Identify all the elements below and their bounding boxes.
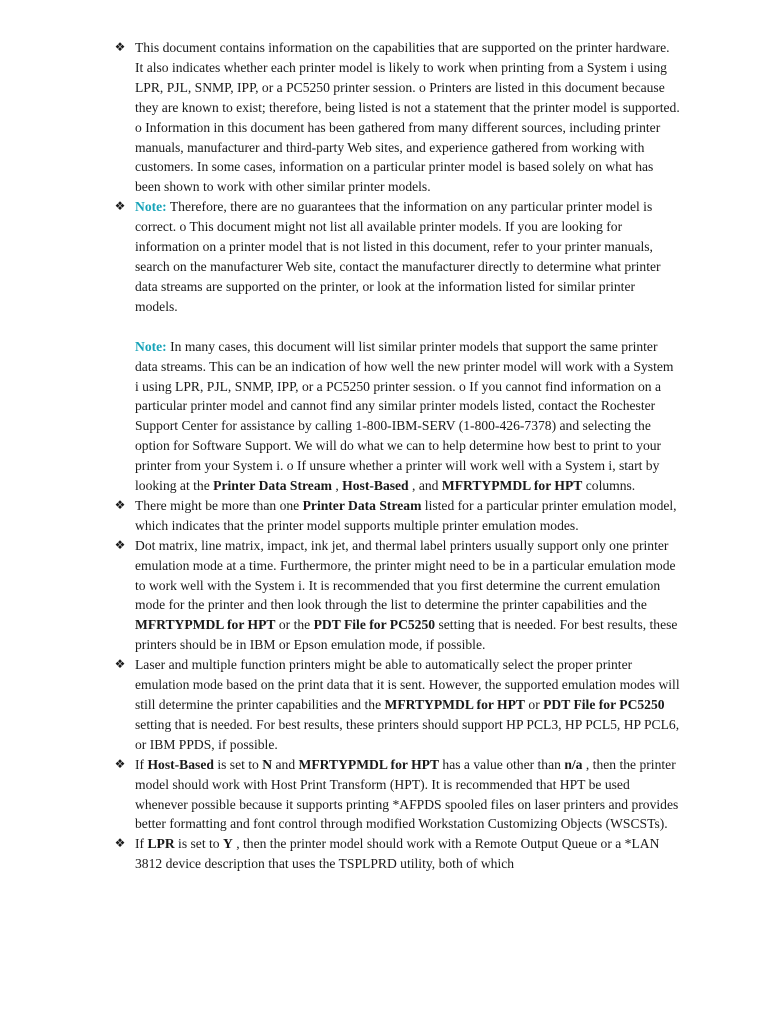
diamond-bullet-icon: ❖: [114, 836, 126, 851]
paragraph: Laser and multiple function printers might be able to automatically select the proper printer emulation mode based on the print data that it is sent. However, the supported emulation modes will still determine the printer capabilities and the MFRTYPMDL for HPT or PDT File for PC5250 setting that is needed. For best results, these printers should support HP PCL3, HP PCL5, HP PCL6, or IBM PPDS, if possible.: [135, 657, 680, 752]
bullet-list: [0, 38, 768, 874]
list-item: [0, 755, 768, 835]
paragraph: If Host-Based is set to N and MFRTYPMDL for HPT has a value other than n/a , then the printer model should work with Host Print Transform (HPT). It is recommended that HPT be used whenever possible because it supports printing *AFPDS spooled files on laser printers and provides better formatting and font control through modified Workstation Customizing Objects (WSCSTs).: [135, 756, 679, 832]
diamond-bullet-icon: ❖: [114, 756, 126, 771]
paragraph: Note: Therefore, there are no guarantees that the information on any particular printer model is correct. o This document might not list all available printer models. If you are looking for information on a printer model that is not listed in this document, refer to your printer manuals, search on the manufacturer Web site, contact the manufacturer directly to determine what printer data streams are supported on the printer, or look at the information listed for similar printer models.: [135, 199, 661, 314]
list-item: [0, 197, 768, 496]
paragraph: If LPR is set to Y , then the printer model should work with a Remote Output Queue or a *LAN 3812 device description that uses the TSPLPRD utility, both of which: [135, 836, 660, 872]
list-item: [0, 496, 768, 536]
list-item: [0, 655, 768, 755]
note-label: Note:: [135, 338, 167, 354]
note-label: Note:: [135, 199, 167, 215]
diamond-bullet-icon: ❖: [114, 657, 126, 672]
paragraph: Dot matrix, line matrix, impact, ink jet, and thermal label printers usually support only one printer emulation mode at a time. Furthermore, the printer might need to be in a particular emulation mode to work well with the System i. It is recommended that you first determine the current emulation mode for the printer and then look through the list to determine the printer capabilities and the MFRTYPMDL for HPT or the PDT File for PC5250 setting that is needed. For best results, these printers should be in IBM or Epson emulation mode, if possible.: [135, 537, 678, 653]
diamond-bullet-icon: ❖: [114, 497, 126, 512]
list-item: [0, 536, 768, 655]
list-item: [0, 834, 768, 874]
list-item: [0, 38, 768, 197]
paragraph-gap: [135, 317, 680, 337]
diamond-bullet-icon: ❖: [114, 199, 126, 214]
diamond-bullet-icon: ❖: [114, 537, 126, 552]
paragraph: This document contains information on the capabilities that are supported on the printer hardware. It also indicates whether each printer model is likely to work when printing from a System i using LPR, PJL, SNMP, IPP, or a PC5250 printer session. o Printers are listed in this document because they are known to exist; therefore, being listed is not a statement that the printer model is supported. o Information in this document has been gathered from many different sources, including printer manuals, manufacturer and third-party Web sites, and experience gathered from working with customers. In some cases, information on a particular printer model is based solely on what has been shown to work with other similar printer models.: [135, 40, 680, 195]
paragraph: Note: In many cases, this document will list similar printer models that support the same printer data streams. This can be an indication of how well the new printer model will work with a System i using LPR, PJL, SNMP, IPP, or a PC5250 printer session. o If you cannot find information on a particular printer model and cannot find any similar printer models listed, contact the Rochester Support Center for assistance by calling 1-800-IBM-SERV (1-800-426-7378) and selecting the option for Software Support. We will do what we can to help determine how best to print to your printer from your System i. o If unsure whether a printer will work well with a System i, start by looking at the Printer Data Stream , Host-Based , and MFRTYPMDL for HPT columns.: [135, 338, 674, 494]
diamond-bullet-icon: ❖: [114, 40, 126, 55]
paragraph: There might be more than one Printer Data Stream listed for a particular printer emulation model, which indicates that the printer model supports multiple printer emulation modes.: [135, 497, 677, 533]
